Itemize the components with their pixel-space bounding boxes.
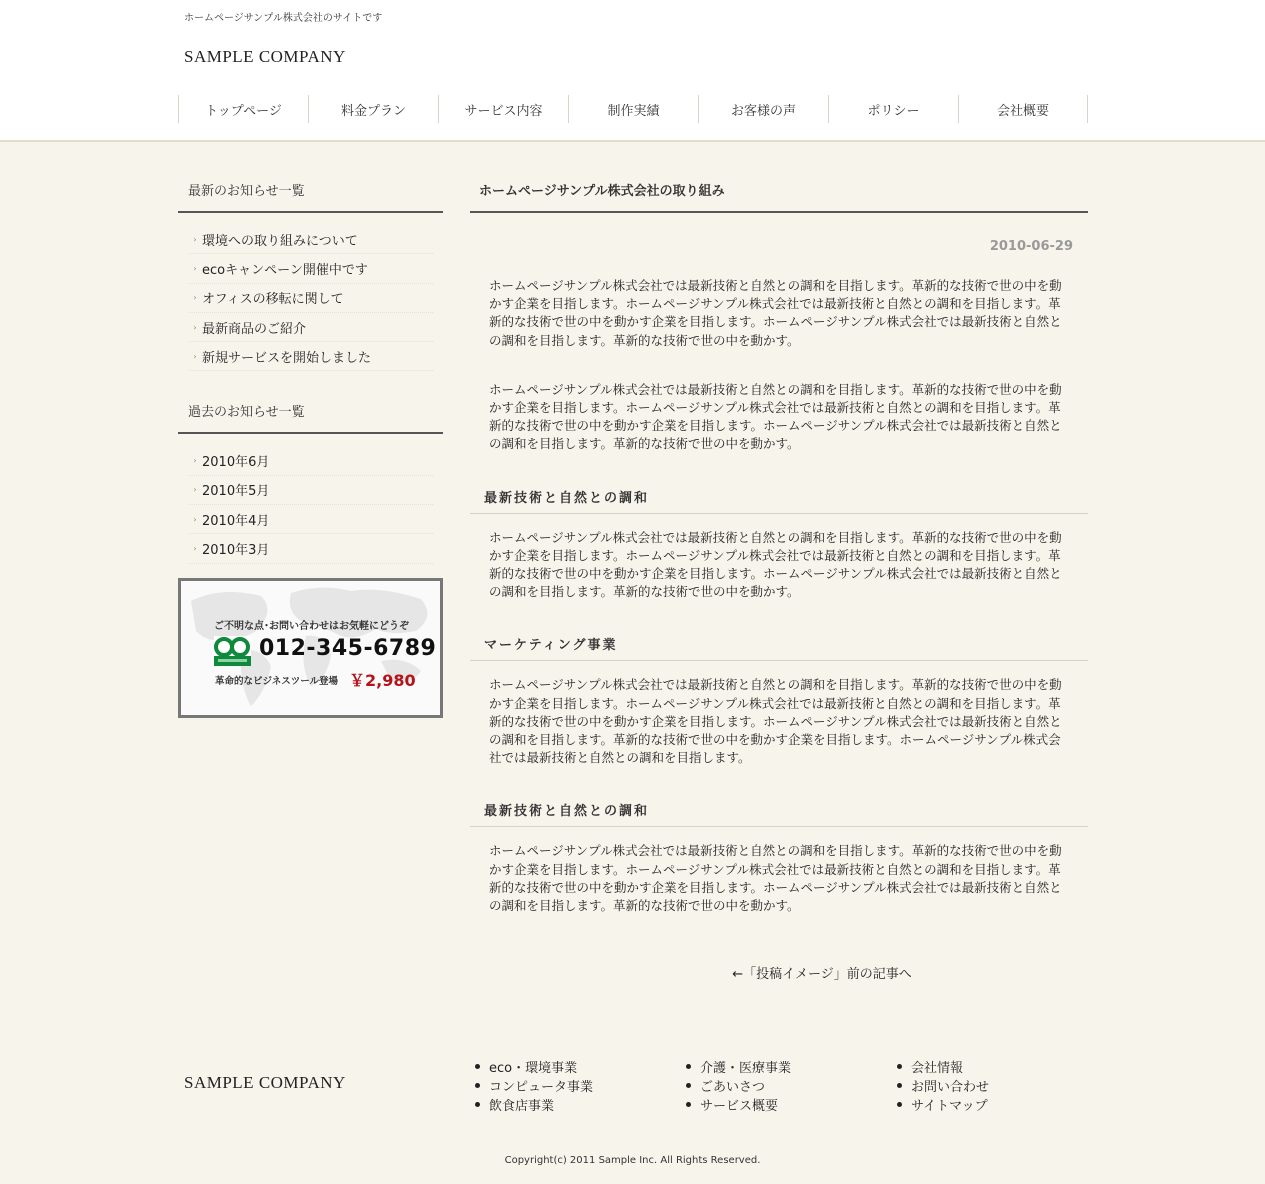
- bullet-icon: [686, 1064, 691, 1069]
- article-paragraph: ホームページサンプル株式会社では最新技術と自然との調和を目指します。革新的な技術で世の中を動かす企業を目指します。ホームページサンプル株式会社では最新技術と自然との調和を目指します。革新的な技術で世の中を動かす企業を目指します。ホームページサンプル株式会社では最新技術と自然との調和を目指します。革新的な技術で世の中を動かす。: [489, 381, 1062, 452]
- recent-news-title: 最新のお知らせ一覧: [178, 170, 443, 213]
- footer-links-col2: [686, 1057, 791, 1114]
- footer-link[interactable]: コンピュータ事業: [475, 1076, 593, 1095]
- footer-link[interactable]: eco・環境事業: [475, 1057, 593, 1076]
- bullet-icon: ›: [193, 544, 197, 554]
- article: [470, 170, 1088, 982]
- archive-item[interactable]: › 2010年4月: [188, 505, 433, 534]
- bullet-icon: [475, 1083, 480, 1088]
- footer-links-col3: [897, 1057, 989, 1114]
- bullet-icon: [897, 1102, 902, 1107]
- bullet-icon: ›: [193, 485, 197, 495]
- archive-news-list: [178, 434, 443, 563]
- section-heading: 最新技術と自然との調和: [470, 800, 1088, 827]
- prev-article-link[interactable]: ←「投稿イメージ」前の記事へ: [732, 967, 912, 983]
- nav-top[interactable]: トップページ: [178, 95, 308, 123]
- bullet-icon: [686, 1102, 691, 1107]
- footer-link[interactable]: サービス概要: [686, 1095, 791, 1114]
- footer-link[interactable]: お問い合わせ: [897, 1076, 989, 1095]
- copyright: Copyright(c) 2011 Sample Inc. All Rights Reserved.: [504, 1155, 761, 1166]
- contact-banner[interactable]: [178, 578, 443, 718]
- free-dial-icon: [214, 636, 251, 666]
- nav-company[interactable]: 会社概要: [958, 95, 1088, 123]
- recent-news-item[interactable]: › オフィスの移転に関して: [188, 284, 433, 313]
- archive-item[interactable]: › 2010年6月: [188, 446, 433, 475]
- footer-link[interactable]: ごあいさつ: [686, 1076, 791, 1095]
- bullet-icon: [686, 1083, 691, 1088]
- bullet-icon: ›: [193, 263, 197, 273]
- banner-lead: ご不明な点･お問い合わせはお気軽にどうぞ: [214, 621, 409, 632]
- section-heading: 最新技術と自然との調和: [470, 487, 1088, 514]
- bullet-icon: [897, 1083, 902, 1088]
- archive-item[interactable]: › 2010年5月: [188, 476, 433, 505]
- bullet-icon: ›: [193, 514, 197, 524]
- site-logo[interactable]: SAMPLE COMPANY: [184, 47, 346, 66]
- banner-subtext: 革命的なビジネスツール登場: [215, 676, 339, 687]
- post-date: 2010-06-29: [989, 239, 1073, 254]
- nav-pricing[interactable]: 料金プラン: [308, 95, 438, 123]
- bullet-icon: [897, 1064, 902, 1069]
- article-paragraph: ホームページサンプル株式会社では最新技術と自然との調和を目指します。革新的な技術で世の中を動かす企業を目指します。ホームページサンプル株式会社では最新技術と自然との調和を目指します。革新的な技術で世の中を動かす企業を目指します。ホームページサンプル株式会社では最新技術と自然との調和を目指します。革新的な技術で世の中を動かす。: [489, 278, 1062, 348]
- nav-services[interactable]: サービス内容: [438, 95, 568, 123]
- bullet-icon: [475, 1064, 480, 1069]
- bullet-icon: ›: [193, 293, 197, 303]
- footer-link[interactable]: 会社情報: [897, 1057, 989, 1076]
- footer-link[interactable]: 介護・医療事業: [686, 1057, 791, 1076]
- recent-news-list: [178, 213, 443, 371]
- section-paragraph: ホームページサンプル株式会社では最新技術と自然との調和を目指します。革新的な技術で世の中を動かす企業を目指します。ホームページサンプル株式会社では最新技術と自然との調和を目指します。革新的な技術で世の中を動かす企業を目指します。ホームページサンプル株式会社では最新技術と自然との調和を目指します。革新的な技術で世の中を動かす。: [489, 843, 1062, 914]
- sidebar: [178, 170, 443, 564]
- footer-logo[interactable]: SAMPLE COMPANY: [184, 1073, 346, 1092]
- nav-voices[interactable]: お客様の声: [698, 95, 828, 123]
- nav-works[interactable]: 制作実績: [568, 95, 698, 123]
- recent-news-item[interactable]: › 環境への取り組みについて: [188, 225, 433, 254]
- footer-link[interactable]: サイトマップ: [897, 1095, 989, 1114]
- recent-news-item[interactable]: › 新規サービスを開始しました: [188, 342, 433, 371]
- section-paragraph: ホームページサンプル株式会社では最新技術と自然との調和を目指します。革新的な技術で世の中を動かす企業を目指します。ホームページサンプル株式会社では最新技術と自然との調和を目指します。革新的な技術で世の中を動かす企業を目指します。ホームページサンプル株式会社では最新技術と自然との調和を目指します。革新的な技術で世の中を動かす企業を目指します。ホームページサンプル株式会社では最新技術と自然との調和を目指します。: [489, 677, 1062, 766]
- bullet-icon: ›: [193, 234, 197, 244]
- archive-news-title: 過去のお知らせ一覧: [178, 391, 443, 434]
- article-title: ホームページサンプル株式会社の取り組み: [470, 170, 1088, 213]
- section-heading: マーケティング事業: [470, 634, 1088, 661]
- footer-links-col1: [475, 1057, 593, 1114]
- archive-item[interactable]: › 2010年3月: [188, 534, 433, 563]
- bullet-icon: ›: [193, 456, 197, 466]
- site-tagline: ホームページサンプル株式会社のサイトです: [184, 13, 383, 24]
- nav-policy[interactable]: ポリシー: [828, 95, 958, 123]
- banner-price: ￥2,980: [349, 671, 416, 690]
- bullet-icon: ›: [193, 322, 197, 332]
- banner-phone: 012-345-6789: [259, 636, 437, 661]
- footer-link[interactable]: 飲食店事業: [475, 1095, 593, 1114]
- global-nav: [178, 95, 1088, 123]
- recent-news-item[interactable]: › ecoキャンペーン開催中です: [188, 254, 433, 283]
- bullet-icon: ›: [193, 351, 197, 361]
- bullet-icon: [475, 1102, 480, 1107]
- recent-news-item[interactable]: › 最新商品のご紹介: [188, 313, 433, 342]
- section-paragraph: ホームページサンプル株式会社では最新技術と自然との調和を目指します。革新的な技術で世の中を動かす企業を目指します。ホームページサンプル株式会社では最新技術と自然との調和を目指します。革新的な技術で世の中を動かす企業を目指します。ホームページサンプル株式会社では最新技術と自然との調和を目指します。革新的な技術で世の中を動かす。: [489, 529, 1062, 600]
